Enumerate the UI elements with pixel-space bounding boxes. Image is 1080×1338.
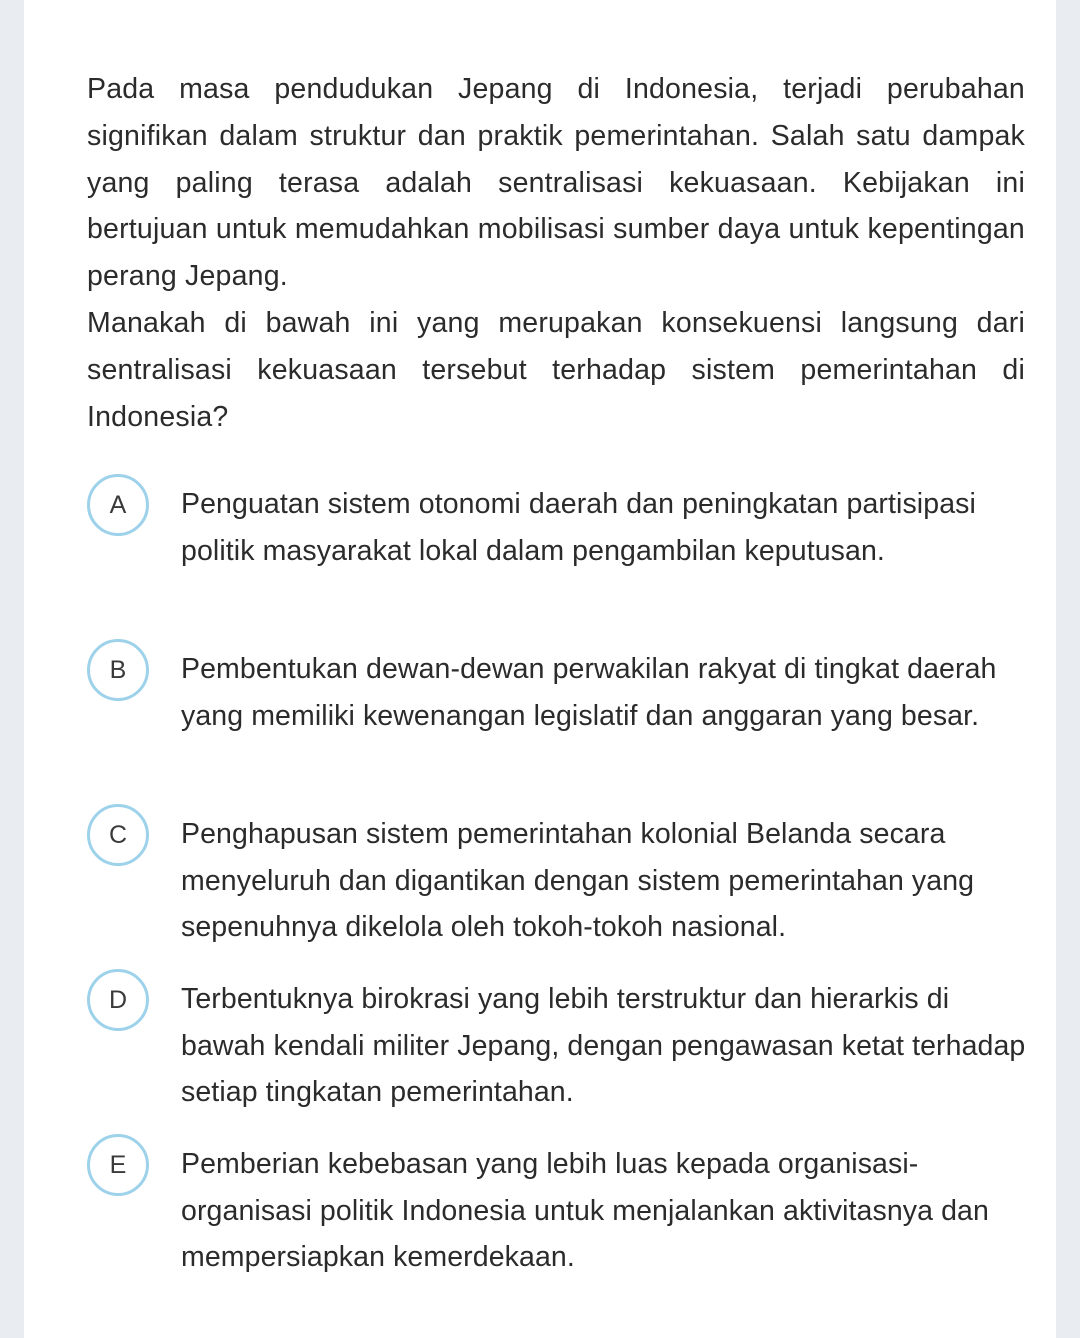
question-card — [24, 0, 1056, 1338]
option-e-letter-circle[interactable]: E — [87, 1134, 149, 1196]
option-a[interactable] — [87, 474, 1037, 624]
option-d-text: Terbentuknya birokrasi yang lebih terstruktur dan hierarkis di bawah kendali militer Jepang, dengan pengawasan ketat terhadap setiap tingkatan pemerintahan. — [181, 983, 1026, 1108]
option-c[interactable] — [87, 804, 1037, 954]
option-a-text: Penguatan sistem otonomi daerah dan peningkatan partisipasi politik masyarakat lokal dalam pengambilan keputusan. — [181, 488, 976, 567]
option-e-text: Pemberian kebebasan yang lebih luas kepada organisasi-organisasi politik Indonesia untuk menjalankan aktivitasnya dan mempersiapkan kemerdekaan. — [181, 1148, 989, 1273]
option-b-letter-circle[interactable]: B — [87, 639, 149, 701]
option-c-letter-circle[interactable]: C — [87, 804, 149, 866]
option-d-letter-circle[interactable]: D — [87, 969, 149, 1031]
option-b[interactable] — [87, 639, 1037, 789]
question-text — [87, 66, 1025, 440]
option-a-letter-circle[interactable]: A — [87, 474, 149, 536]
option-e[interactable] — [87, 1134, 1037, 1284]
option-d[interactable] — [87, 969, 1037, 1119]
question-paragraph-1: Pada masa pendudukan Jepang di Indonesia, terjadi perubahan signifikan dalam struktur dan praktik pemerintahan. Salah satu dampak yang paling terasa adalah sentralisasi kekuasaan. Kebijakan ini bertujuan untuk memudahkan mobilisasi sumber daya untuk kepentingan perang Jepang. — [87, 73, 1025, 293]
option-c-text: Penghapusan sistem pemerintahan kolonial Belanda secara menyeluruh dan digantikan dengan sistem pemerintahan yang sepenuhnya dikelola oleh tokoh-tokoh nasional. — [181, 818, 975, 943]
question-paragraph-2: Manakah di bawah ini yang merupakan konsekuensi langsung dari sentralisasi kekuasaan tersebut terhadap sistem pemerintahan di Indonesia? — [87, 306, 1025, 433]
option-b-text: Pembentukan dewan-dewan perwakilan rakyat di tingkat daerah yang memiliki kewenangan legislatif dan anggaran yang besar. — [181, 653, 997, 732]
